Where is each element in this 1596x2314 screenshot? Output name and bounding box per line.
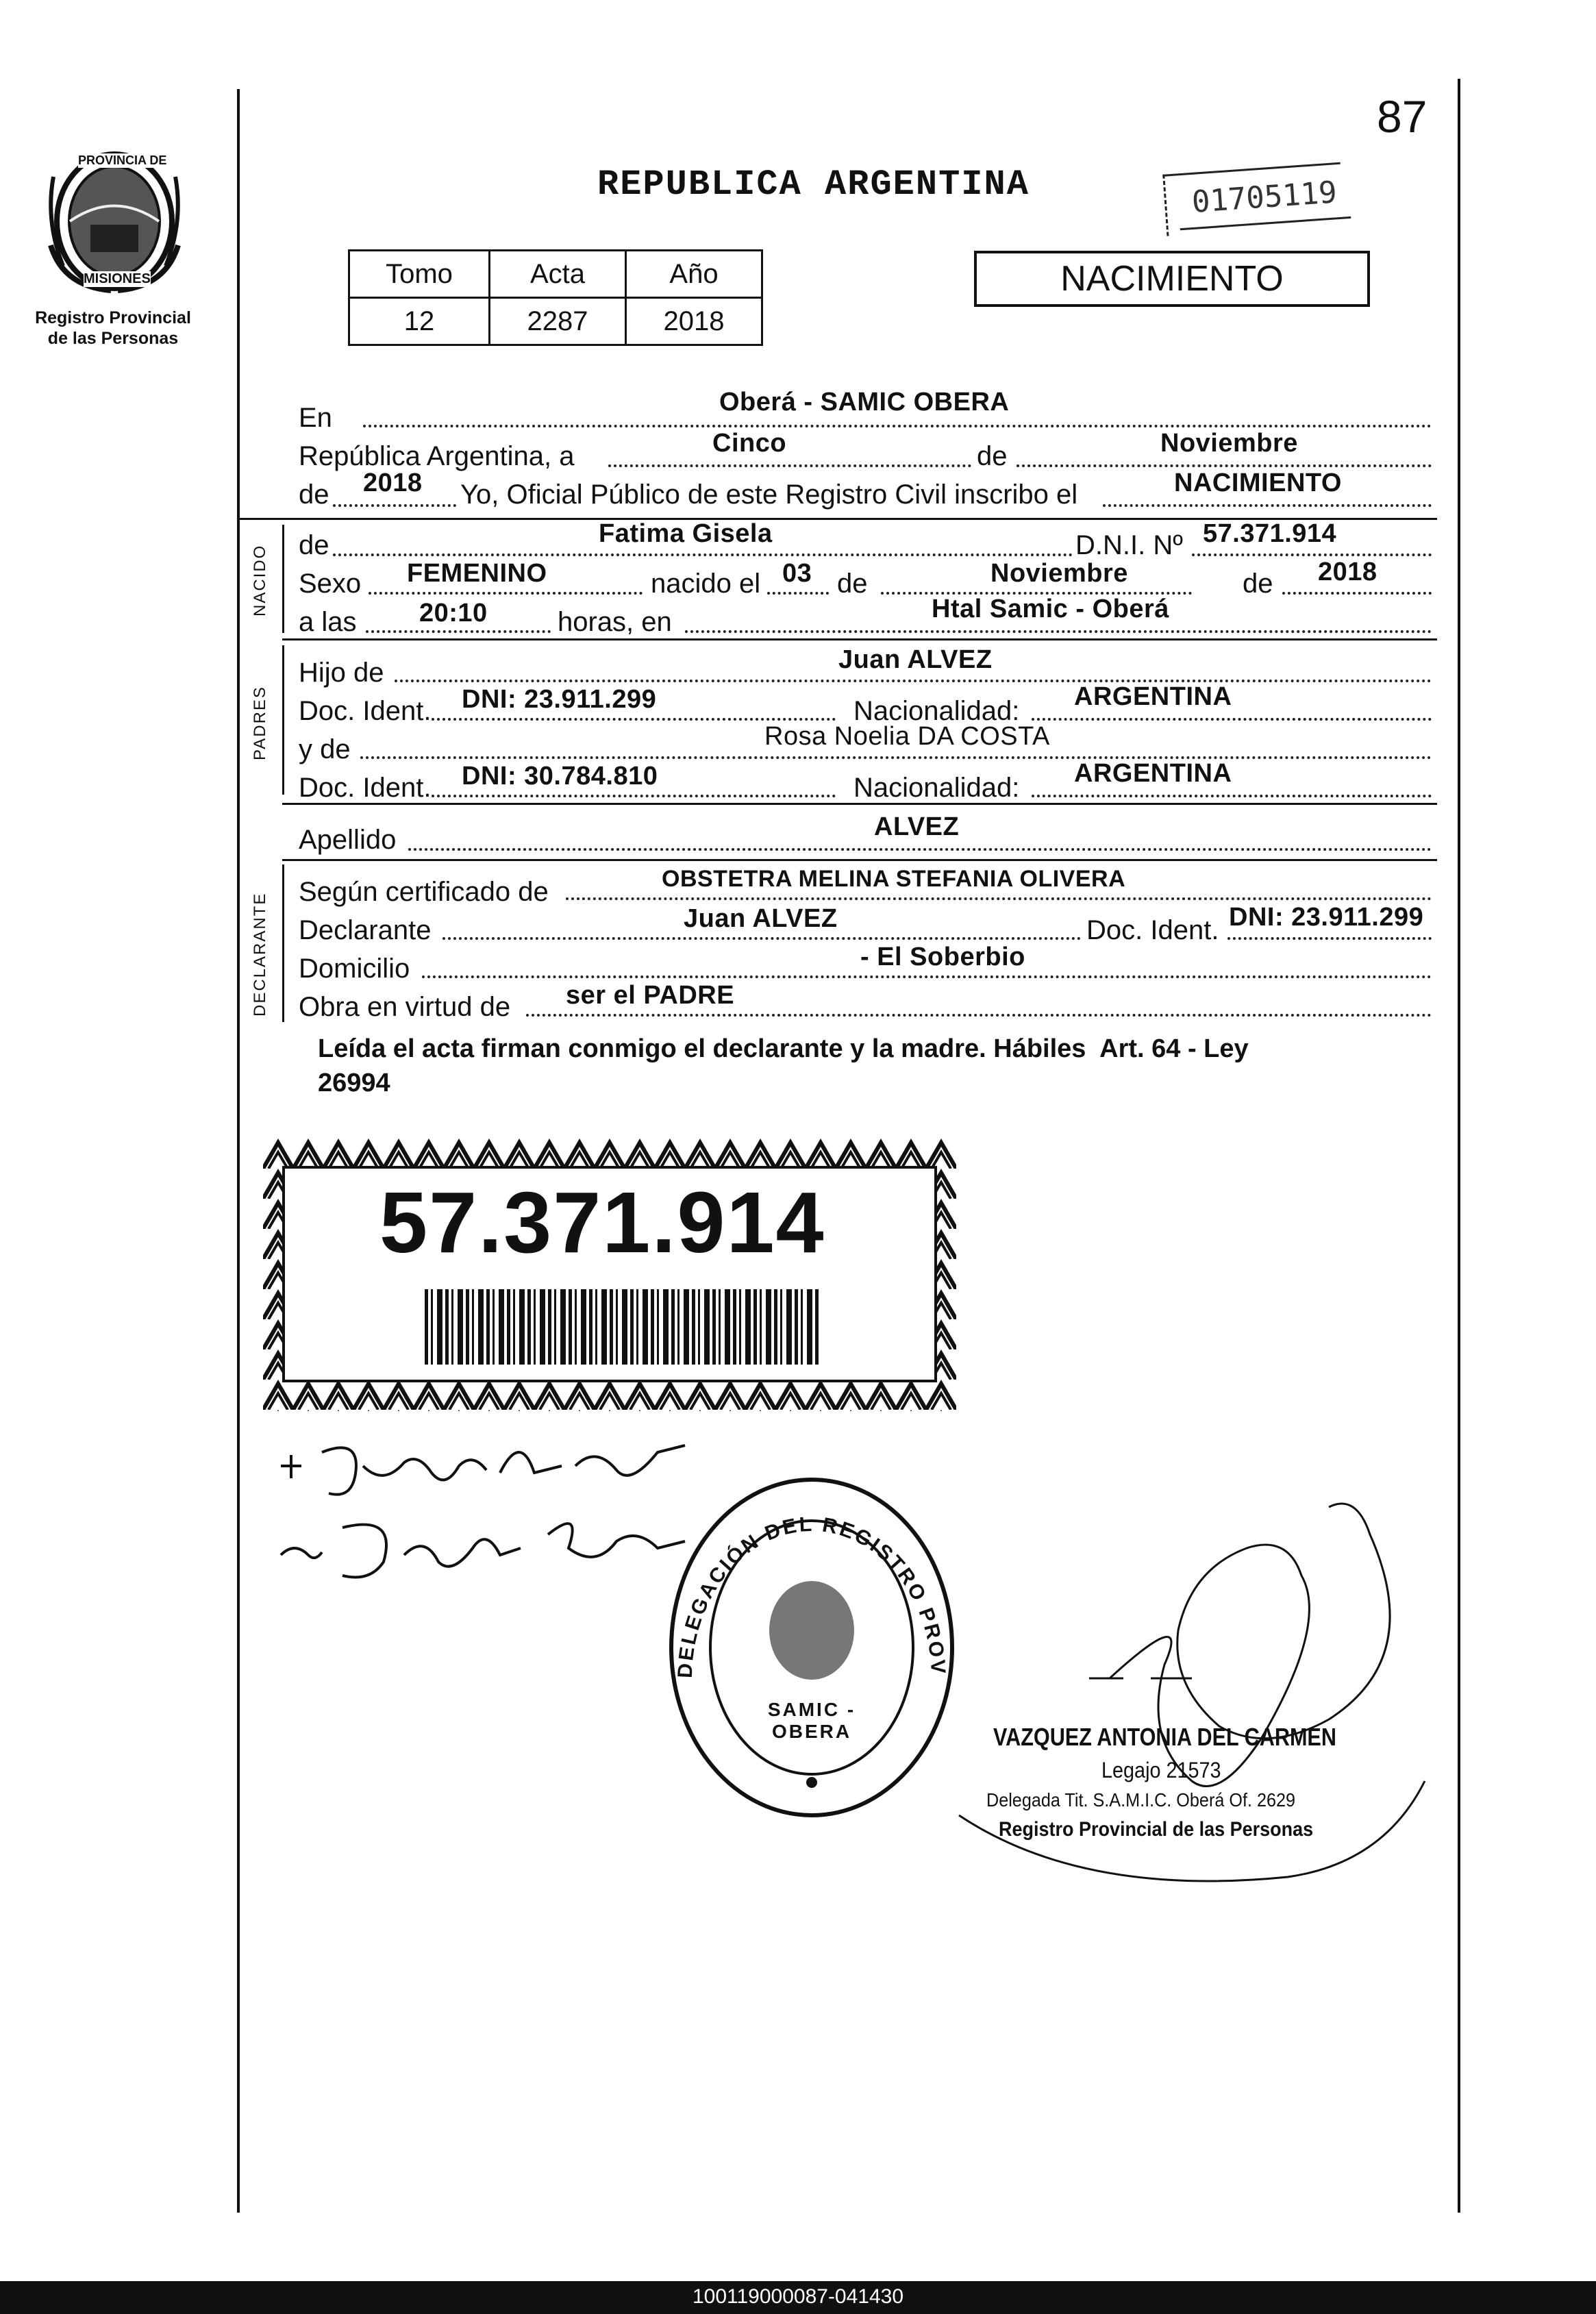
de-label-3: de — [1243, 569, 1273, 599]
seal-text-top: PROVINCIA DE — [78, 153, 167, 167]
act-type-box — [974, 251, 1370, 307]
obra-label: Obra en virtud de — [299, 992, 511, 1022]
padres-label: PADRES — [251, 686, 269, 760]
de-label-2: de — [837, 569, 868, 599]
birth-month: Noviembre — [990, 559, 1128, 588]
dots — [1282, 592, 1432, 595]
dots — [1032, 718, 1432, 721]
dots — [1017, 464, 1432, 467]
footer-code: 100119000087-041430 — [692, 2285, 904, 2308]
section-divider — [282, 803, 1437, 805]
dots — [360, 756, 1432, 759]
nacido-el-label: nacido el — [651, 569, 761, 599]
republica-label: República Argentina, a — [299, 441, 575, 471]
section-divider — [282, 638, 1437, 640]
record-table-header-row — [349, 251, 762, 298]
hijo-label: Hijo de — [299, 658, 384, 688]
mother-doc-label: Doc. Ident. — [299, 773, 432, 803]
acta-header: Acta — [490, 251, 626, 298]
record-table-value-row — [349, 298, 762, 345]
father-nationality-label: Nacionalidad: — [853, 696, 1020, 726]
father-nationality: ARGENTINA — [1074, 682, 1232, 711]
declarante-field-label: Declarante — [299, 915, 432, 945]
padres-bracket — [282, 645, 284, 795]
father-doc: DNI: 23.911.299 — [462, 685, 657, 714]
official-text: Yo, Oficial Público de este Registro Civil inscribo el — [460, 480, 1078, 510]
official-office: Registro Provincial de las Personas — [999, 1818, 1314, 1841]
closing-text-line1: Leída el acta firman conmigo el declarante y la madre. Hábiles Art. 64 - Ley — [318, 1034, 1249, 1063]
dots — [1103, 504, 1432, 507]
dots — [366, 630, 551, 633]
page-number: 87 — [1377, 91, 1427, 142]
sexo-value: FEMENINO — [407, 559, 547, 588]
dots — [1227, 937, 1432, 940]
province-seal — [42, 149, 186, 293]
child-dni: 57.371.914 — [1203, 519, 1337, 548]
declarante-doc-label: Doc. Ident. — [1086, 915, 1219, 945]
serial-number: 01705119 — [1190, 175, 1338, 220]
birth-time: 20:10 — [419, 599, 488, 627]
dni-stamp-number: 57.371.914 — [379, 1174, 825, 1271]
dots — [1032, 795, 1432, 797]
domicilio-label: Domicilio — [299, 954, 410, 984]
apellido-label: Apellido — [299, 825, 397, 855]
dots — [369, 592, 643, 595]
dots — [442, 937, 1081, 940]
de2-label: de — [299, 480, 329, 510]
serial-stamp — [1162, 161, 1358, 236]
birth-place: Htal Samic - Oberá — [932, 595, 1169, 623]
dni-label: D.N.I. Nº — [1075, 530, 1183, 560]
domicilio-value: - El Soberbio — [860, 943, 1025, 971]
signature-declarante — [274, 1425, 712, 1507]
declarante-label: DECLARANTE — [251, 892, 269, 1017]
declarante-value: Juan ALVEZ — [684, 904, 838, 933]
cert-label: Según certificado de — [299, 877, 549, 907]
registry-name-line1: Registro Provincial — [35, 308, 191, 327]
nacido-label: NACIDO — [251, 544, 269, 617]
en-label: En — [299, 403, 332, 433]
sexo-label: Sexo — [299, 569, 362, 599]
obra-value: ser el PADRE — [566, 981, 735, 1010]
dni-stamp — [263, 1139, 956, 1411]
tomo-value: 12 — [349, 298, 490, 345]
official-seal — [664, 1473, 959, 1822]
mother-name: Rosa Noelia DA COSTA — [764, 722, 1050, 751]
declarante-doc: DNI: 23.911.299 — [1229, 903, 1424, 932]
day-value: Cinco — [712, 429, 787, 458]
section-divider — [282, 859, 1437, 861]
nacido-de-label: de — [299, 530, 329, 560]
mother-doc: DNI: 30.784.810 — [462, 762, 658, 791]
mother-nationality-label: Nacionalidad: — [853, 773, 1020, 803]
dots — [408, 848, 1432, 851]
record-table — [348, 249, 763, 346]
alas-label: a las — [299, 607, 357, 637]
dots — [432, 795, 836, 797]
dots — [333, 504, 456, 507]
dots — [422, 975, 1432, 978]
tomo-header: Tomo — [349, 251, 490, 298]
declarante-bracket — [282, 864, 284, 1022]
yde-label: y de — [299, 734, 351, 764]
cert-value: OBSTETRA MELINA STEFANIA OLIVERA — [662, 866, 1126, 892]
left-margin-line — [237, 89, 240, 2213]
apellido-value: ALVEZ — [874, 812, 960, 841]
dots — [526, 1014, 1432, 1017]
registry-name-line2: de las Personas — [47, 329, 179, 348]
official-name: VAZQUEZ ANTONIA DEL CARMEN — [993, 1723, 1336, 1751]
closing-text-line2: 26994 — [318, 1069, 390, 1097]
act-type: NACIMIENTO — [1060, 259, 1284, 299]
dots — [1192, 553, 1432, 556]
dots — [566, 897, 1432, 900]
father-doc-label: Doc. Ident. — [299, 696, 432, 726]
dots — [395, 680, 1432, 682]
acta-value: 2287 — [490, 298, 626, 345]
event-value: NACIMIENTO — [1174, 469, 1342, 497]
dots — [333, 553, 1073, 556]
ano-value: 2018 — [626, 298, 762, 345]
seal-inner-text: SAMIC - OBERA — [767, 1699, 856, 1742]
footer-bar — [0, 2281, 1596, 2314]
official-position: Delegada Tit. S.A.M.I.C. Oberá Of. 2629 — [986, 1789, 1296, 1811]
signature-madre — [274, 1500, 699, 1589]
barcode — [425, 1289, 819, 1365]
dots — [363, 425, 1432, 427]
horas-label: horas, en — [558, 607, 672, 637]
birth-year: 2018 — [1318, 558, 1377, 586]
month-value: Noviembre — [1160, 429, 1298, 458]
child-name: Fatima Gisela — [599, 519, 773, 548]
dots — [685, 630, 1432, 633]
nacido-bracket — [282, 525, 284, 633]
ano-header: Año — [626, 251, 762, 298]
dots — [767, 592, 829, 595]
year-value: 2018 — [363, 469, 423, 497]
father-name: Juan ALVEZ — [838, 645, 993, 674]
birth-day: 03 — [782, 559, 812, 588]
seal-text-bottom: MISIONES — [84, 271, 151, 286]
dots — [608, 464, 971, 467]
document-title: REPUBLICA ARGENTINA — [597, 164, 1030, 205]
place-value: Oberá - SAMIC OBERA — [719, 388, 1010, 416]
mother-nationality: ARGENTINA — [1074, 759, 1232, 788]
de-label: de — [977, 441, 1008, 471]
seal-ring-text: DELEGACIÓN DEL REGISTRO PROV — [673, 1513, 950, 1679]
dots — [432, 718, 836, 721]
official-legajo: Legajo 21573 — [1101, 1758, 1221, 1782]
